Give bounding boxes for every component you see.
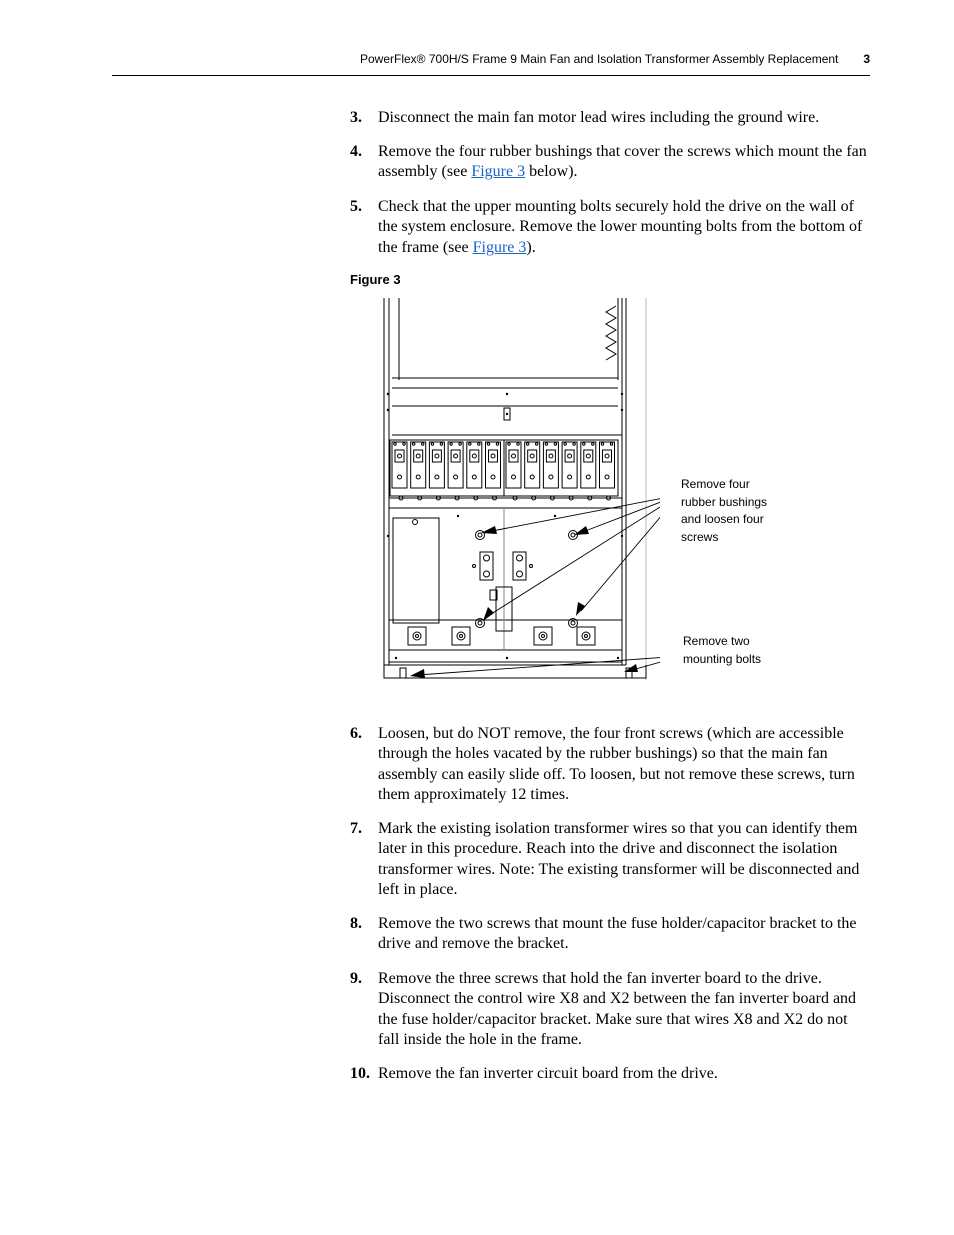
- step-8: [350, 914, 870, 955]
- terminal-rivet: [450, 443, 452, 445]
- terminal-rivet: [610, 443, 612, 445]
- callout-bolts: [683, 633, 761, 668]
- step-text-part: Check that the upper mounting bolts securely hold the drive on the wall of the system enclosure. Remove the lower mounting bolts from the bottom of the frame (see: [378, 198, 863, 256]
- inverter-board: [393, 518, 439, 623]
- callout-line: Remove two: [683, 634, 750, 648]
- step-number: 9.: [350, 970, 362, 987]
- terminal-lug: [486, 442, 501, 488]
- terminal-screw: [398, 475, 402, 479]
- terminal-window: [584, 450, 593, 462]
- step-number: 5.: [350, 198, 362, 215]
- step-3: [350, 108, 870, 128]
- terminal-rivet: [508, 443, 510, 445]
- terminal-rivet: [469, 443, 471, 445]
- terminal-rivet: [536, 443, 538, 445]
- terminal-rivet: [573, 443, 575, 445]
- callout-line: rubber bushings: [681, 494, 768, 509]
- step-number: 3.: [350, 109, 362, 126]
- callout-bushings: [681, 476, 767, 546]
- step-text: Disconnect the main fan motor lead wires including the ground wire.: [378, 109, 820, 126]
- step-4: [350, 142, 870, 183]
- step-text: [378, 197, 870, 258]
- terminal-screw: [530, 475, 534, 479]
- terminal-window: [451, 450, 460, 462]
- figure-3-link[interactable]: Figure 3: [471, 163, 526, 181]
- terminal-screw: [512, 454, 516, 458]
- callout-line: mounting bolts: [683, 651, 762, 666]
- terminal-screw: [605, 454, 609, 458]
- terminal-rivet: [592, 443, 594, 445]
- terminal-rivet: [601, 443, 603, 445]
- terminal-screw: [549, 454, 553, 458]
- step-number: 4.: [350, 143, 362, 160]
- terminal-window: [414, 450, 423, 462]
- step-text: Remove the three screws that hold the fan inverter board to the drive. Disconnect the control wire X8 and X2 between the fan inverter board and the fuse holder/capacitor bracket. Make sure that wires X8 and X2 do not fall inside the hole in the frame.: [378, 970, 857, 1048]
- terminal-screw: [472, 454, 476, 458]
- terminal-lug: [562, 442, 577, 488]
- terminal-screw: [491, 475, 495, 479]
- terminal-lug: [600, 442, 615, 488]
- step-9: [350, 969, 870, 1050]
- terminal-rivet: [394, 443, 396, 445]
- terminal-lug: [392, 442, 407, 488]
- terminal-rivet: [517, 443, 519, 445]
- step-text-part: Remove the four rubber bushings that cover the screws which mount the fan assembly (see: [378, 143, 867, 181]
- page-number: 3: [863, 52, 870, 66]
- terminal-rivet: [545, 443, 547, 445]
- step-number: 7.: [350, 820, 362, 837]
- terminal-screw: [549, 475, 553, 479]
- terminal-rivet: [527, 443, 529, 445]
- terminal-screw: [586, 454, 590, 458]
- terminal-window: [546, 450, 555, 462]
- terminal-lug: [506, 442, 521, 488]
- step-text-part: below).: [525, 163, 578, 181]
- terminal-window: [432, 450, 441, 462]
- terminal-rivet: [459, 443, 461, 445]
- step-6: [350, 724, 870, 805]
- terminal-rivet: [478, 443, 480, 445]
- terminal-window: [565, 450, 574, 462]
- step-text: [378, 142, 870, 183]
- spring-zigzag: [606, 306, 616, 360]
- terminal-screw: [416, 454, 420, 458]
- terminal-screw: [568, 475, 572, 479]
- terminal-lug: [525, 442, 540, 488]
- terminal-window: [528, 450, 537, 462]
- terminal-rivet: [496, 443, 498, 445]
- header-rule: [112, 75, 870, 76]
- step-10: [350, 1064, 870, 1084]
- figure-3-link[interactable]: Figure 3: [472, 238, 527, 256]
- terminal-window: [395, 450, 404, 462]
- step-text-part: ).: [526, 238, 536, 256]
- terminal-blocks: [392, 442, 615, 500]
- terminal-screw: [454, 454, 458, 458]
- terminal-lug: [429, 442, 444, 488]
- step-number: 10.: [350, 1065, 370, 1082]
- step-text: Mark the existing isolation transformer wires so that you can identify them later in this procedure. Reach into the drive and disconnect the isolation transformer wires. Note: The existing transformer will be disconnected and left in place.: [378, 820, 860, 898]
- terminal-screw: [530, 454, 534, 458]
- fuse-holders: [473, 552, 533, 580]
- callout-line: Remove four: [681, 477, 750, 491]
- terminal-screw: [454, 475, 458, 479]
- callout-line: and loosen four: [681, 512, 764, 526]
- terminal-lug: [448, 442, 463, 488]
- terminal-screw: [435, 454, 439, 458]
- terminal-rivet: [422, 443, 424, 445]
- step-7: [350, 819, 870, 900]
- terminal-rivet: [440, 443, 442, 445]
- terminal-screw: [586, 475, 590, 479]
- terminal-lug: [467, 442, 482, 488]
- capacitor-bracket: [490, 587, 512, 631]
- terminal-rivet: [413, 443, 415, 445]
- mounting-blocks: [408, 627, 595, 645]
- terminal-screw: [416, 475, 420, 479]
- step-text: Remove the two screws that mount the fuse holder/capacitor bracket to the drive and remove the bracket.: [378, 915, 857, 953]
- terminal-screw: [568, 454, 572, 458]
- terminal-lug: [581, 442, 596, 488]
- terminal-lug: [543, 442, 558, 488]
- terminal-screw: [605, 475, 609, 479]
- terminal-screw: [512, 475, 516, 479]
- frame-screws: [387, 393, 623, 659]
- terminal-lug: [411, 442, 426, 488]
- step-text: Loosen, but do NOT remove, the four front screws (which are accessible through the holes vacated by the rubber bushings) so that the main fan assembly can easily slide off. To loosen, but not remove these screws, turn them approximately 12 times.: [378, 725, 855, 803]
- step-number: 6.: [350, 725, 362, 742]
- terminal-rivet: [564, 443, 566, 445]
- step-number: 8.: [350, 915, 362, 932]
- terminal-screw: [472, 475, 476, 479]
- terminal-window: [489, 450, 498, 462]
- step-5: [350, 197, 870, 258]
- drive-frame-drawing: [370, 290, 660, 690]
- callout-line: screws: [681, 529, 719, 544]
- terminal-window: [470, 450, 479, 462]
- terminal-rivet: [431, 443, 433, 445]
- terminal-screw: [398, 454, 402, 458]
- running-header: PowerFlex® 700H/S Frame 9 Main Fan and Isolation Transformer Assembly Replacement: [360, 52, 839, 66]
- terminal-window: [603, 450, 612, 462]
- terminal-rivet: [487, 443, 489, 445]
- terminal-rivet: [583, 443, 585, 445]
- step-text: Remove the fan inverter circuit board from the drive.: [378, 1065, 718, 1082]
- terminal-screw: [491, 454, 495, 458]
- terminal-window: [509, 450, 518, 462]
- terminal-rivet: [554, 443, 556, 445]
- callout-arrowheads: [410, 526, 638, 678]
- callout-leaders: [418, 495, 660, 675]
- figure-label: Figure 3: [350, 272, 401, 287]
- terminal-rivet: [403, 443, 405, 445]
- terminal-screw: [435, 475, 439, 479]
